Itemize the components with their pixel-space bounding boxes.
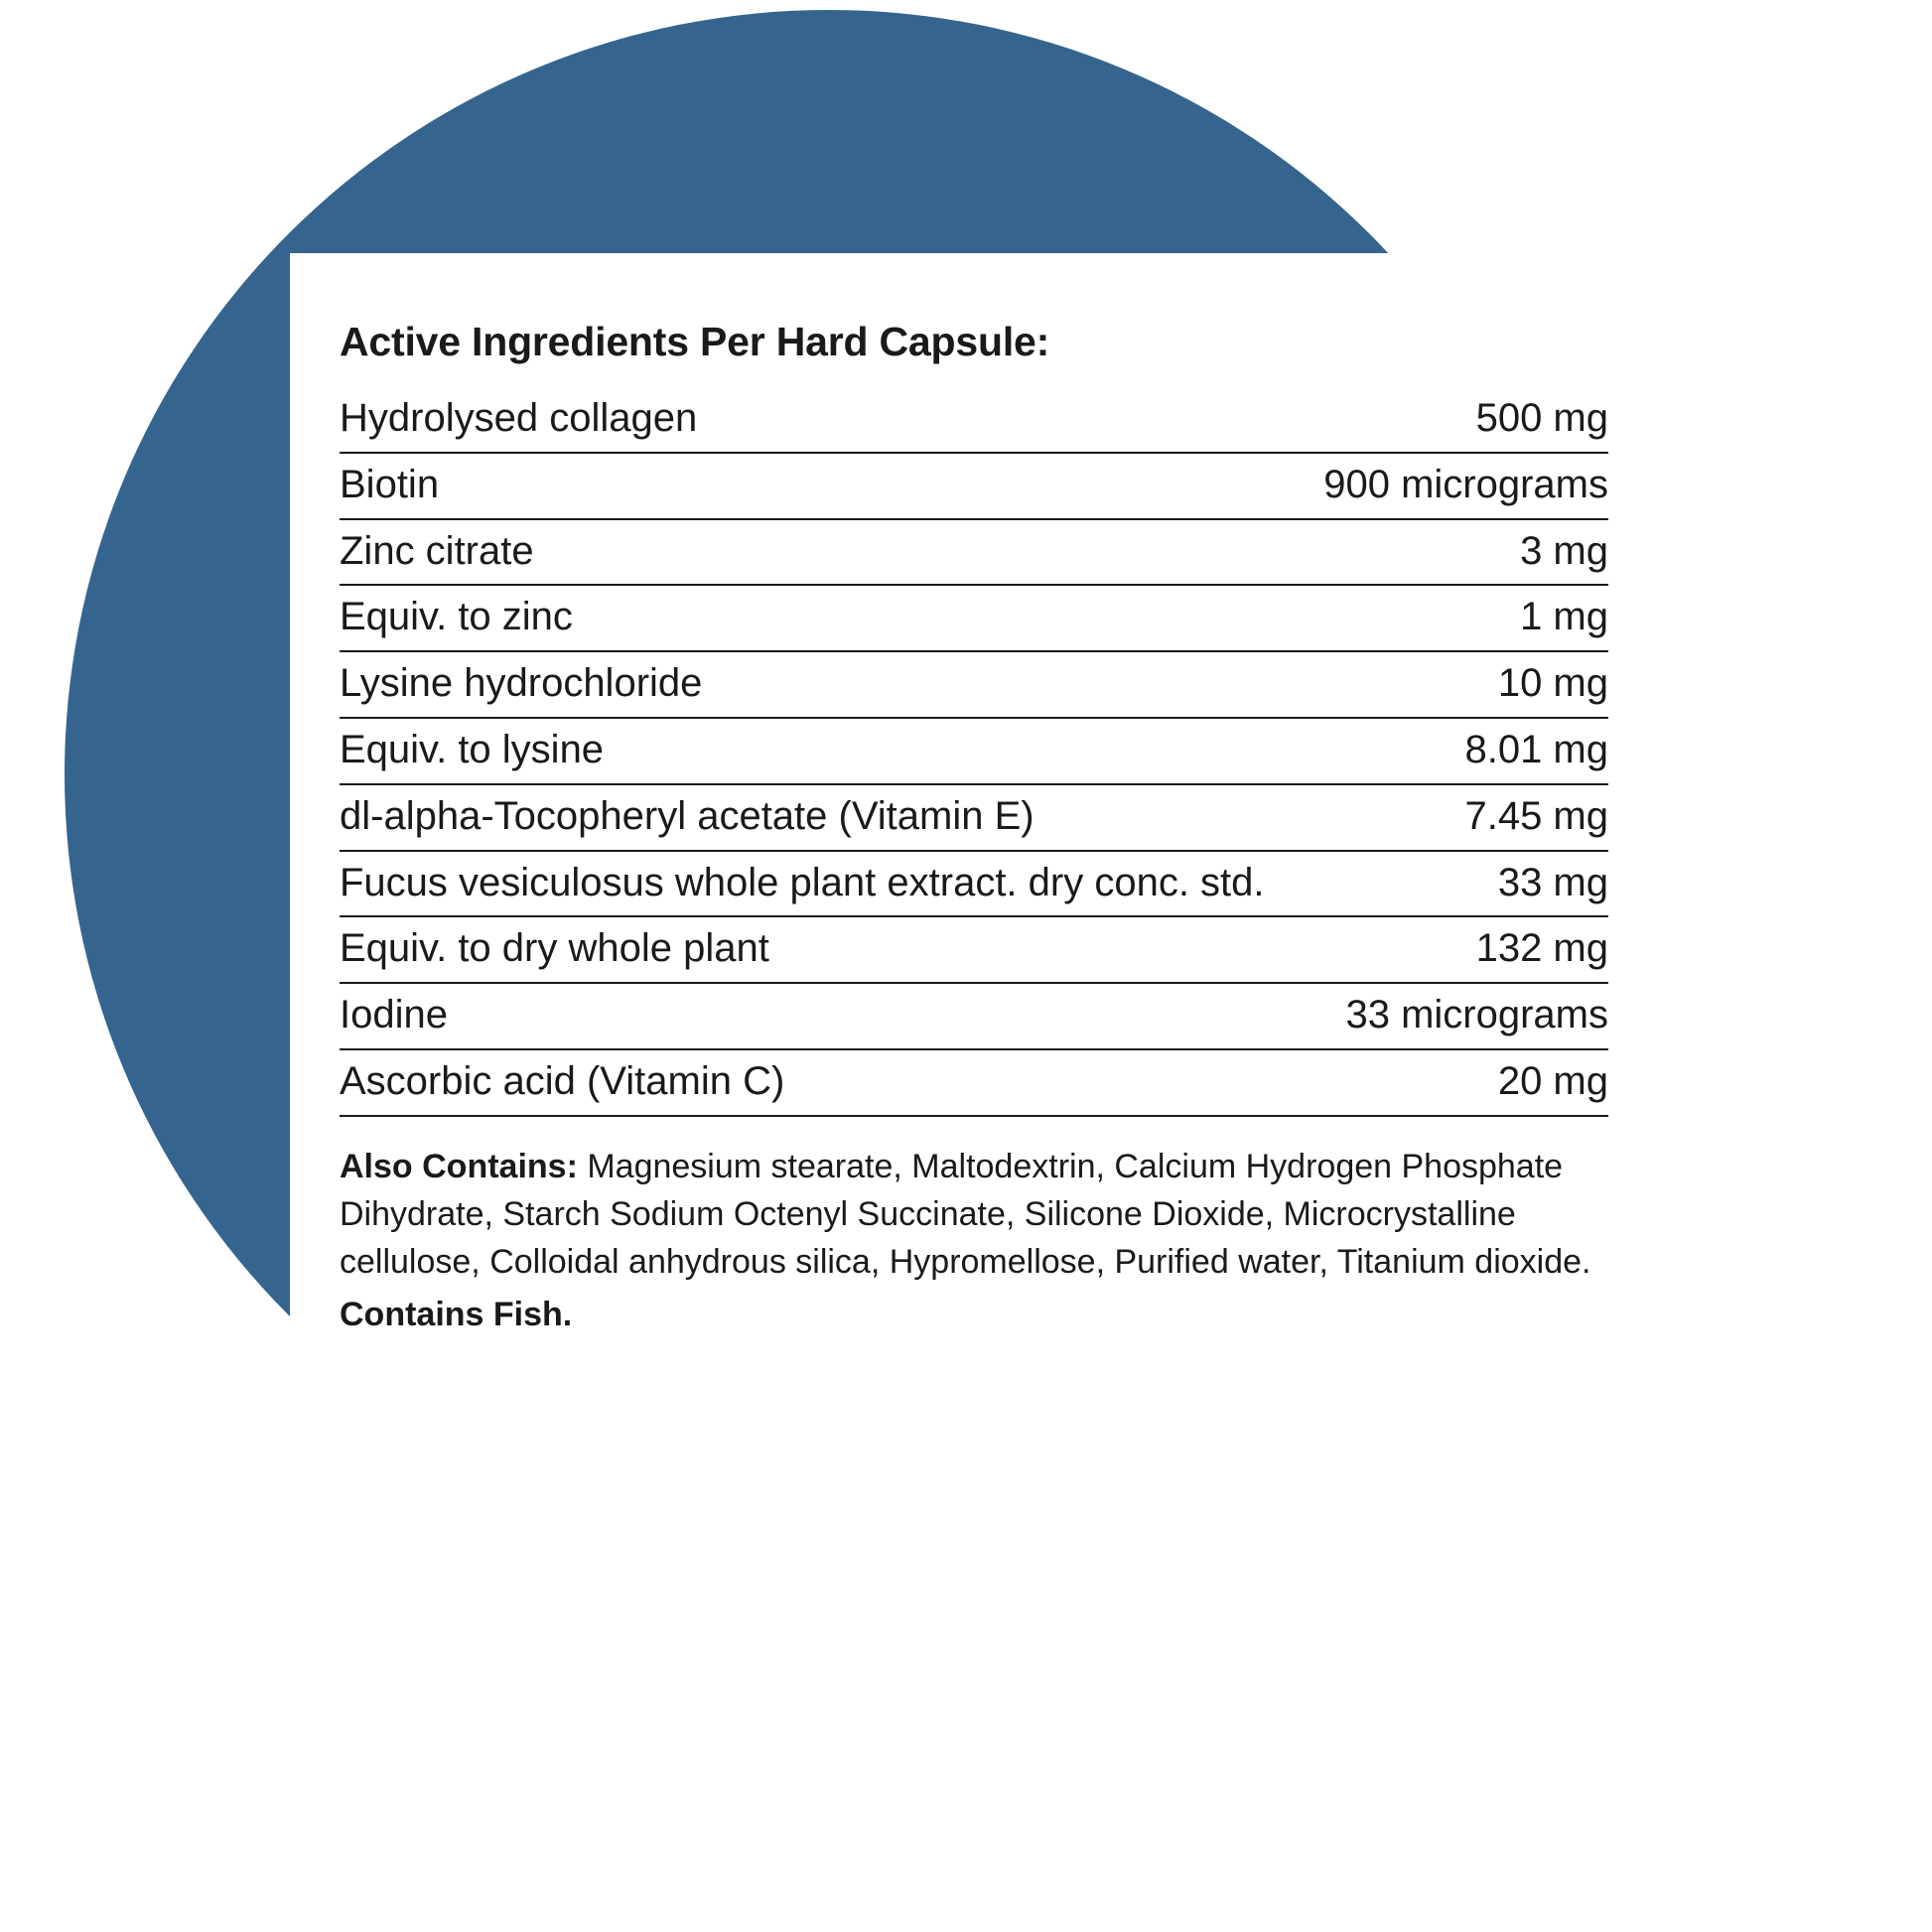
table-row	[340, 519, 1608, 586]
label-card-content	[340, 319, 1608, 1338]
ingredient-amount: 900 micrograms	[1323, 462, 1608, 506]
ingredient-amount: 1 mg	[1520, 595, 1608, 639]
ingredient-amount: 7.45 mg	[1464, 793, 1608, 838]
ingredient-name: Ascorbic acid (Vitamin C)	[340, 1058, 785, 1103]
page-title: Active Ingredients Per Hard Capsule:	[340, 319, 1050, 364]
ingredients-label-card	[290, 253, 1658, 1673]
table-row	[340, 851, 1608, 917]
ingredients-table	[340, 387, 1608, 1117]
ingredient-name: Hydrolysed collagen	[340, 396, 698, 440]
ingredient-amount: 33 mg	[1497, 860, 1608, 904]
also-contains-label: Also Contains:	[340, 1147, 578, 1185]
table-row	[340, 453, 1608, 519]
table-row	[340, 983, 1608, 1049]
ingredient-amount: 3 mg	[1520, 528, 1608, 573]
table-row	[340, 784, 1608, 851]
ingredient-amount: 10 mg	[1497, 661, 1608, 706]
contains-fish-warning: Contains Fish.	[340, 1295, 573, 1333]
ingredient-name: Fucus vesiculosus whole plant extract. dry conc. std.	[340, 860, 1265, 904]
ingredient-name: Equiv. to lysine	[340, 727, 605, 771]
table-row	[340, 585, 1608, 651]
ingredient-name: dl-alpha-Tocopheryl acetate (Vitamin E)	[340, 793, 1035, 838]
ingredient-name: Iodine	[340, 993, 448, 1037]
ingredient-name: Equiv. to dry whole plant	[340, 926, 769, 971]
ingredient-name: Equiv. to zinc	[340, 595, 573, 639]
ingredient-amount: 8.01 mg	[1464, 727, 1608, 771]
also-contains-text: Magnesium stearate, Maltodextrin, Calcium Hydrogen Phosphate Dihydrate, Starch Sodium Octenyl Succinate, Silicone Dioxide, Microcrystalline cellulose, Colloidal anhydrous silica, Hypromellose, Purified water, Titanium dioxide.	[340, 1147, 1591, 1282]
table-row	[340, 916, 1608, 983]
ingredient-name: Biotin	[340, 462, 440, 506]
table-row	[340, 387, 1608, 453]
ingredient-name: Zinc citrate	[340, 528, 534, 573]
ingredient-amount: 132 mg	[1475, 926, 1608, 971]
table-row	[340, 651, 1608, 718]
also-contains-paragraph	[340, 1143, 1608, 1287]
ingredient-name: Lysine hydrochloride	[340, 661, 703, 706]
ingredient-amount: 20 mg	[1497, 1058, 1608, 1103]
ingredient-amount: 500 mg	[1475, 396, 1608, 440]
table-row	[340, 1049, 1608, 1116]
ingredient-amount: 33 micrograms	[1345, 993, 1608, 1037]
table-row	[340, 718, 1608, 784]
